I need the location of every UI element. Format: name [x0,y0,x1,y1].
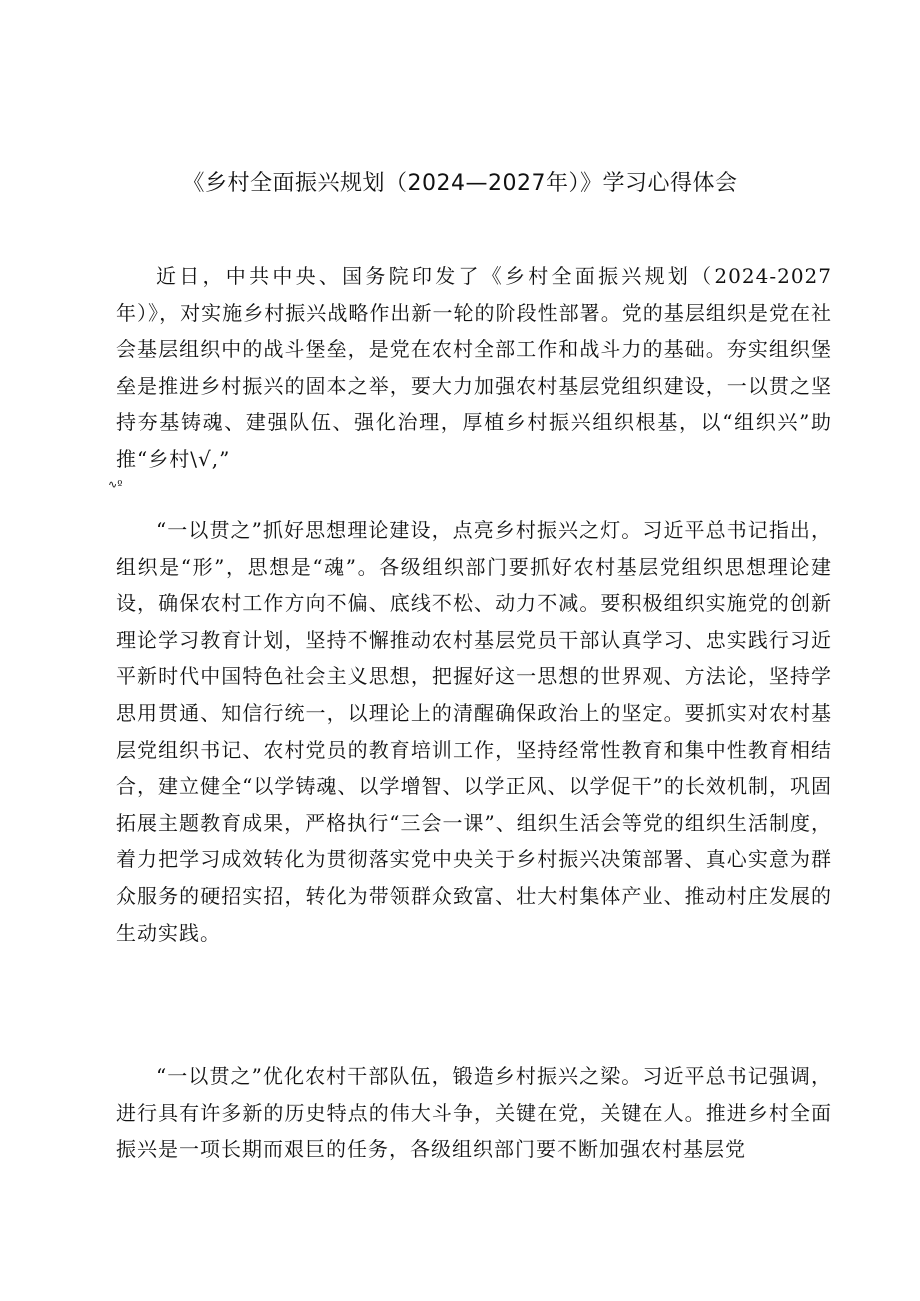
paragraph-cadre-team: “一以贯之”优化农村干部队伍，锻造乡村振兴之梁。习近平总书记强调，进行具有许多新的历史特点的伟大斗争，关键在党，关键在人。推进乡村全面振兴是一项长期而艰巨的任务，各级组织部门要不断加强农村基层党 [116,1064,832,1162]
scan-artifact: ∿º [108,477,123,491]
paragraph-intro-text: 近日，中共中央、国务院印发了《乡村全面振兴规划（2024-2027年）》，对实施乡村振兴战略作出新一轮的阶段性部署。党的基层组织是党在社会基层组织中的战斗堡垒，是党在农村全部工作和战斗力的基础。夯实组织堡垒是推进乡村振兴的固本之举，要大力加强农村基层党组织建设，一以贯之坚持夯基铸魂、建强队伍、强化治理，厚植乡村振兴组织根基，以“组织兴”助推“乡村\√,” [116,264,832,471]
paragraph-intro [108,258,832,492]
document-title: 《乡村全面振兴规划（2024—2027年）》学习心得体会 [182,171,738,196]
paragraph-thought-theory: “一以贯之”抓好思想理论建设，点亮乡村振兴之灯。习近平总书记指出，组织是“形”，思想是“魂”。各级组织部门要抓好农村基层党组织思想理论建设，确保农村工作方向不偏、底线不松、动力不减。要积极组织实施党的创新理论学习教育计划，坚持不懈推动农村基层党员干部认真学习、忠实践行习近平新时代中国特色社会主义思想，把握好这一思想的世界观、方法论，坚持学思用贯通、知信行统一，以理论上的清醒确保政治上的坚定。要抓实对农村基层党组织书记、农村党员的教育培训工作，坚持经常性教育和集中性教育相结合，建立健全“以学铸魂、以学增智、以学正风、以学促干”的长效机制，巩固拓展主题教育成果，严格执行“三会一课”、组织生活会等党的组织生活制度，着力把学习成效转化为贯彻落实党中央关于乡村振兴决策部署、真心实意为群众服务的硬招实招，转化为带领群众致富、壮大村集体产业、推动村庄发展的生动实践。 [116,518,832,945]
